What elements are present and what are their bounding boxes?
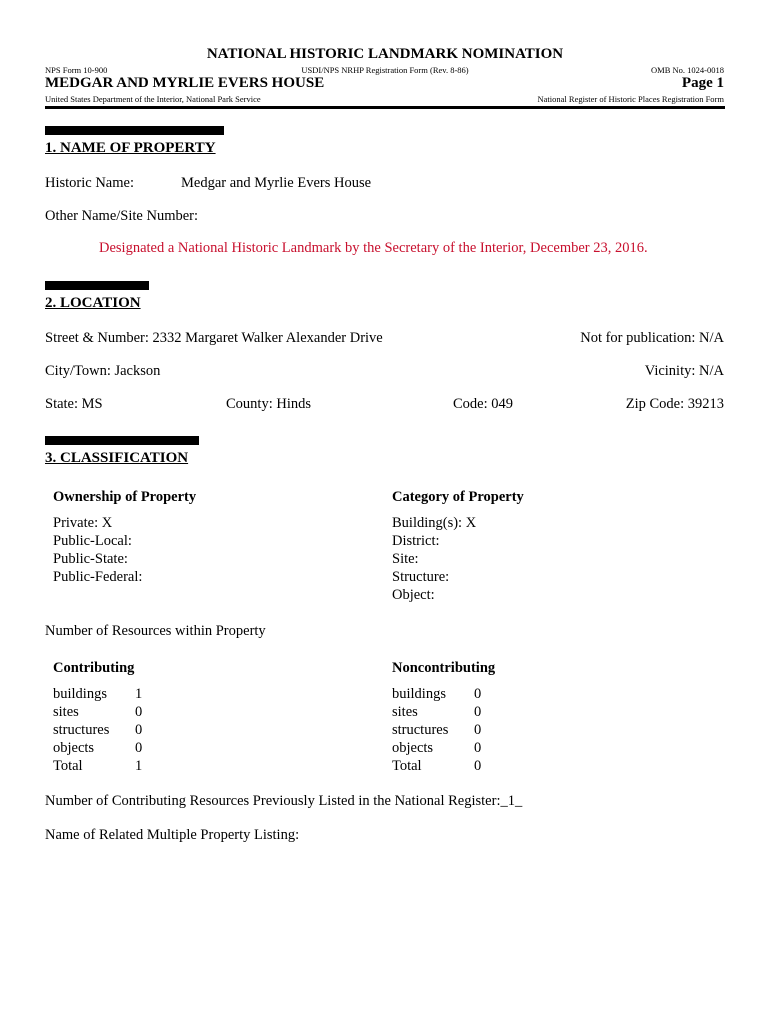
- row-label: Total: [392, 758, 422, 774]
- row-value: 0: [135, 722, 143, 738]
- other-name-label: Other Name/Site Number:: [45, 208, 199, 224]
- row-label: structures: [53, 722, 110, 738]
- section-2-heading: 2. LOCATION: [45, 295, 141, 311]
- table-row: [392, 703, 495, 721]
- form-revision: USDI/NPS NRHP Registration Form (Rev. 8-86): [301, 65, 469, 75]
- section-bar: [45, 436, 199, 445]
- section-bar: [45, 281, 149, 290]
- row-value: 1: [135, 686, 143, 702]
- zip-code: Zip Code: 39213: [625, 396, 724, 412]
- ownership-item: Private: X: [53, 515, 113, 531]
- row-value: 0: [474, 740, 482, 756]
- row-value: 0: [474, 758, 482, 774]
- contributing-heading: Contributing: [53, 660, 135, 676]
- property-name: MEDGAR AND MYRLIE EVERS HOUSE: [45, 75, 325, 91]
- ownership-item: Public-State:: [53, 551, 128, 567]
- table-row: [53, 703, 142, 721]
- row-value: 1: [135, 758, 143, 774]
- header-rule: [45, 106, 725, 109]
- table-row: [392, 685, 495, 703]
- county: County: Hinds: [226, 396, 311, 412]
- row-label: sites: [392, 704, 418, 720]
- historic-name-label: Historic Name:: [45, 175, 134, 191]
- page-number: Page 1: [681, 75, 724, 91]
- ownership-column: [53, 488, 196, 586]
- ownership-item: Public-Local:: [53, 533, 132, 549]
- register-line: National Register of Historic Places Registration Form: [537, 94, 724, 104]
- row-label: Total: [53, 758, 83, 774]
- category-item: Site:: [392, 551, 419, 567]
- row-label: objects: [392, 740, 434, 756]
- table-row: [392, 757, 495, 775]
- row-label: objects: [53, 740, 95, 756]
- state: State: MS: [45, 396, 103, 412]
- category-heading: Category of Property: [392, 489, 524, 505]
- resources-label: Number of Resources within Property: [45, 623, 266, 639]
- table-row: [53, 685, 142, 703]
- row-value: 0: [474, 686, 482, 702]
- section-1-heading: 1. NAME OF PROPERTY: [45, 140, 216, 156]
- category-item: Structure:: [392, 569, 450, 585]
- related-listing: Name of Related Multiple Property Listing:: [45, 827, 300, 843]
- designation-statement: Designated a National Historic Landmark by the Secretary of the Interior, December 23, 2016.: [99, 240, 648, 256]
- row-label: sites: [53, 704, 79, 720]
- row-label: buildings: [392, 686, 446, 702]
- not-for-publication: Not for publication: N/A: [580, 330, 724, 346]
- form-number: NPS Form 10-900: [45, 65, 108, 75]
- row-label: buildings: [53, 686, 107, 702]
- table-row: [392, 721, 495, 739]
- category-column: [392, 488, 524, 604]
- omb-number: OMB No. 1024-0018: [651, 65, 724, 75]
- section-bar: [45, 126, 224, 135]
- section-3-heading: 3. CLASSIFICATION: [45, 450, 189, 466]
- row-value: 0: [474, 722, 482, 738]
- row-label: structures: [392, 722, 449, 738]
- table-row: [53, 757, 142, 775]
- noncontributing-heading: Noncontributing: [392, 660, 496, 676]
- vicinity: Vicinity: N/A: [644, 363, 724, 379]
- table-row: [53, 739, 142, 757]
- city-town: City/Town: Jackson: [45, 363, 161, 379]
- category-item: Object:: [392, 587, 435, 603]
- ownership-heading: Ownership of Property: [53, 489, 197, 505]
- street-number: Street & Number: 2332 Margaret Walker Alexander Drive: [45, 330, 383, 346]
- table-row: [392, 739, 495, 757]
- previously-listed: Number of Contributing Resources Previously Listed in the National Register:_1_: [45, 793, 523, 809]
- historic-name-value: Medgar and Myrlie Evers House: [181, 175, 372, 191]
- code: Code: 049: [453, 396, 514, 412]
- category-item: Building(s): X: [392, 515, 477, 531]
- category-item: District:: [392, 533, 440, 549]
- document-title: NATIONAL HISTORIC LANDMARK NOMINATION: [206, 46, 564, 62]
- row-value: 0: [135, 704, 143, 720]
- department-line: United States Department of the Interior, National Park Service: [45, 94, 261, 104]
- table-row: [53, 721, 142, 739]
- noncontributing-table: [392, 659, 495, 775]
- row-value: 0: [474, 704, 482, 720]
- row-value: 0: [135, 740, 143, 756]
- contributing-table: [53, 659, 142, 775]
- ownership-item: Public-Federal:: [53, 569, 143, 585]
